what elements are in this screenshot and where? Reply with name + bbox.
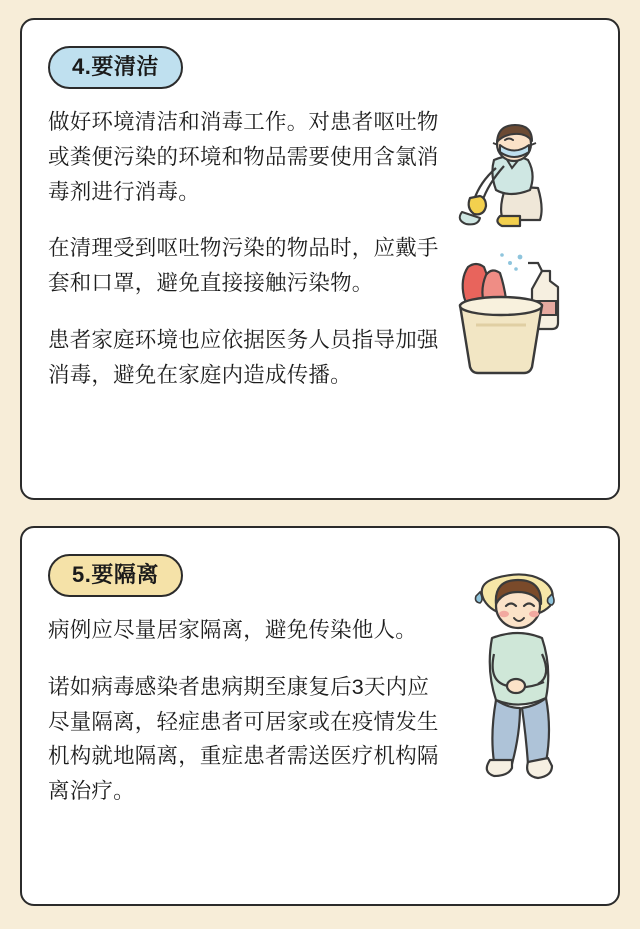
illustration-sick-person-in-bed [438, 528, 618, 904]
illustration-person-cleaning [438, 20, 618, 498]
paragraph: 做好环境清洁和消毒工作。对患者呕吐物或粪便污染的环境和物品需要使用含氯消毒剂进行消毒。 [48, 110, 439, 204]
paragraph: 病例应尽量居家隔离，避免传染他人。 [48, 618, 417, 642]
person-in-bed-icon [442, 558, 607, 808]
section-body-4 [22, 89, 442, 393]
section-badge-4: 4.要清洁 [48, 46, 183, 89]
paragraph: 患者家庭环境也应依据医务人员指导加强消毒，避免在家庭内造成传播。 [48, 328, 439, 387]
paragraph: 诺如病毒感染者患病期至康复后3天内应尽量隔离，轻症患者可居家或在疫情发生机构就地隔离，重症患者需送医疗机构隔离治疗。 [48, 674, 439, 804]
section-card-isolation [20, 526, 620, 906]
section-badge-5: 5.要隔离 [48, 554, 183, 597]
section-body-5 [22, 597, 442, 809]
bucket-with-gloves-icon [446, 245, 586, 375]
section-card-cleaning [20, 18, 620, 500]
paragraph: 在清理受到呕吐物污染的物品时，应戴手套和口罩，避免直接接触污染物。 [48, 236, 439, 296]
crouching-person-icon [448, 116, 578, 246]
